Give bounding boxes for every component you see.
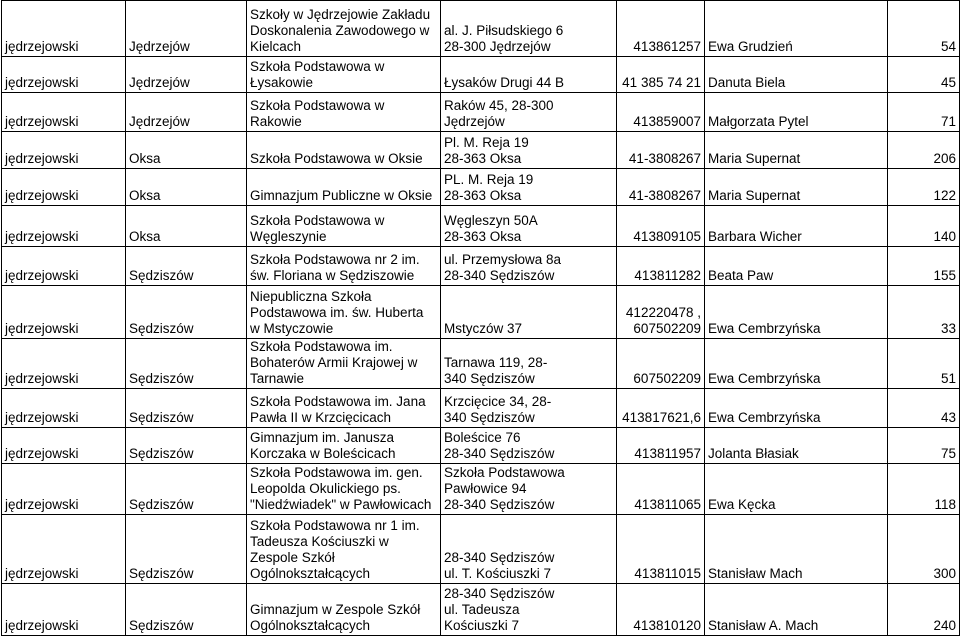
schools-table (1, 0, 960, 636)
school-name-cell: Gimnazjum w Zespole Szkół Ogólnokształcących (247, 584, 441, 636)
address-cell: 28-340 Sędziszów ul. T. Kościuszki 7 (441, 515, 617, 584)
school-name-cell: Szkoła Podstawowa nr 1 im. Tadeusza Kościuszki w Zespole Szkół Ogólnokształcących (247, 515, 441, 584)
gmina-cell: Sędziszów (126, 584, 247, 636)
table-row (2, 169, 960, 206)
school-name-cell: Szkoła Podstawowa im. gen. Leopolda Okulickiego ps. "Niedźwiadek" w Pawłowicach (247, 464, 441, 515)
gmina-cell: Jędrzejów (126, 93, 247, 132)
address-cell: Pl. M. Reja 19 28-363 Oksa (441, 132, 617, 169)
address-cell: Tarnawa 119, 28- 340 Sędziszów (441, 339, 617, 389)
gmina-cell: Sędziszów (126, 247, 247, 286)
phone-cell: 412220478 , 607502209 (617, 286, 705, 339)
address-cell: Węgleszyn 50A 28-363 Oksa (441, 206, 617, 247)
powiat-cell: jędrzejowski (2, 515, 126, 584)
address-cell: ul. Przemysłowa 8a 28-340 Sędziszów (441, 247, 617, 286)
director-cell: Ewa Cembrzyńska (705, 339, 888, 389)
director-cell: Ewa Grudzień (705, 1, 888, 57)
address-cell: Boleścice 76 28-340 Sędziszów (441, 428, 617, 464)
gmina-cell: Sędziszów (126, 428, 247, 464)
count-cell: 206 (888, 132, 960, 169)
table-row (2, 584, 960, 636)
director-cell: Ewa Kęcka (705, 464, 888, 515)
count-cell: 118 (888, 464, 960, 515)
school-name-cell: Szkoła Podstawowa im. Jana Pawła II w Krzcięcicach (247, 389, 441, 428)
table-row (2, 286, 960, 339)
phone-cell: 413811282 (617, 247, 705, 286)
table-row (2, 57, 960, 93)
school-name-cell: Szkoła Podstawowa w Węgleszynie (247, 206, 441, 247)
director-cell: Beata Paw (705, 247, 888, 286)
count-cell: 71 (888, 93, 960, 132)
table-row (2, 428, 960, 464)
table-row (2, 515, 960, 584)
table-row (2, 247, 960, 286)
director-cell: Stanisław A. Mach (705, 584, 888, 636)
gmina-cell: Oksa (126, 132, 247, 169)
director-cell: Maria Supernat (705, 169, 888, 206)
count-cell: 75 (888, 428, 960, 464)
table-row (2, 389, 960, 428)
school-name-cell: Gimnazjum Publiczne w Oksie (247, 169, 441, 206)
director-cell: Małgorzata Pytel (705, 93, 888, 132)
school-name-cell: Szkoła Podstawowa w Oksie (247, 132, 441, 169)
powiat-cell: jędrzejowski (2, 286, 126, 339)
phone-cell: 413810120 (617, 584, 705, 636)
count-cell: 51 (888, 339, 960, 389)
powiat-cell: jędrzejowski (2, 389, 126, 428)
phone-cell: 607502209 (617, 339, 705, 389)
address-cell: PL. M. Reja 19 28-363 Oksa (441, 169, 617, 206)
count-cell: 54 (888, 1, 960, 57)
powiat-cell: jędrzejowski (2, 428, 126, 464)
powiat-cell: jędrzejowski (2, 206, 126, 247)
phone-cell: 413817621,6 (617, 389, 705, 428)
table-row (2, 206, 960, 247)
address-cell: Krzcięcice 34, 28- 340 Sędziszów (441, 389, 617, 428)
gmina-cell: Oksa (126, 206, 247, 247)
school-name-cell: Szkoła Podstawowa nr 2 im. św. Floriana w Sędziszowie (247, 247, 441, 286)
phone-cell: 413811065 (617, 464, 705, 515)
school-name-cell: Niepubliczna Szkoła Podstawowa im. św. Huberta w Mstyczowie (247, 286, 441, 339)
gmina-cell: Sędziszów (126, 464, 247, 515)
director-cell: Danuta Biela (705, 57, 888, 93)
gmina-cell: Oksa (126, 169, 247, 206)
phone-cell: 413861257 (617, 1, 705, 57)
table-row (2, 93, 960, 132)
gmina-cell: Sędziszów (126, 339, 247, 389)
phone-cell: 413811957 (617, 428, 705, 464)
address-cell: Mstyczów 37 (441, 286, 617, 339)
phone-cell: 413809105 (617, 206, 705, 247)
address-cell: Szkoła Podstawowa Pawłowice 94 28-340 Sędziszów (441, 464, 617, 515)
phone-cell: 413811015 (617, 515, 705, 584)
count-cell: 240 (888, 584, 960, 636)
powiat-cell: jędrzejowski (2, 132, 126, 169)
powiat-cell: jędrzejowski (2, 57, 126, 93)
gmina-cell: Jędrzejów (126, 57, 247, 93)
gmina-cell: Jędrzejów (126, 1, 247, 57)
phone-cell: 41-3808267 (617, 132, 705, 169)
table-row (2, 132, 960, 169)
powiat-cell: jędrzejowski (2, 1, 126, 57)
director-cell: Maria Supernat (705, 132, 888, 169)
table-row (2, 464, 960, 515)
director-cell: Ewa Cembrzyńska (705, 286, 888, 339)
address-cell: 28-340 Sędziszów ul. Tadeusza Kościuszki 7 (441, 584, 617, 636)
powiat-cell: jędrzejowski (2, 339, 126, 389)
powiat-cell: jędrzejowski (2, 247, 126, 286)
powiat-cell: jędrzejowski (2, 584, 126, 636)
school-name-cell: Szkoła Podstawowa w Rakowie (247, 93, 441, 132)
table-row (2, 339, 960, 389)
count-cell: 122 (888, 169, 960, 206)
director-cell: Jolanta Błasiak (705, 428, 888, 464)
count-cell: 300 (888, 515, 960, 584)
powiat-cell: jędrzejowski (2, 464, 126, 515)
school-name-cell: Gimnazjum im. Janusza Korczaka w Boleścicach (247, 428, 441, 464)
phone-cell: 413859007 (617, 93, 705, 132)
gmina-cell: Sędziszów (126, 389, 247, 428)
director-cell: Barbara Wicher (705, 206, 888, 247)
powiat-cell: jędrzejowski (2, 93, 126, 132)
address-cell: Raków 45, 28-300 Jędrzejów (441, 93, 617, 132)
count-cell: 43 (888, 389, 960, 428)
phone-cell: 41 385 74 21 (617, 57, 705, 93)
school-name-cell: Szkoły w Jędrzejowie Zakładu Doskonalenia Zawodowego w Kielcach (247, 1, 441, 57)
count-cell: 155 (888, 247, 960, 286)
director-cell: Ewa Cembrzyńska (705, 389, 888, 428)
gmina-cell: Sędziszów (126, 286, 247, 339)
address-cell: al. J. Piłsudskiego 6 28-300 Jędrzejów (441, 1, 617, 57)
powiat-cell: jędrzejowski (2, 169, 126, 206)
school-name-cell: Szkoła Podstawowa w Łysakowie (247, 57, 441, 93)
director-cell: Stanisław Mach (705, 515, 888, 584)
count-cell: 33 (888, 286, 960, 339)
school-name-cell: Szkoła Podstawowa im. Bohaterów Armii Krajowej w Tarnawie (247, 339, 441, 389)
table-row (2, 1, 960, 57)
phone-cell: 41-3808267 (617, 169, 705, 206)
gmina-cell: Sędziszów (126, 515, 247, 584)
count-cell: 140 (888, 206, 960, 247)
address-cell: Łysaków Drugi 44 B (441, 57, 617, 93)
count-cell: 45 (888, 57, 960, 93)
